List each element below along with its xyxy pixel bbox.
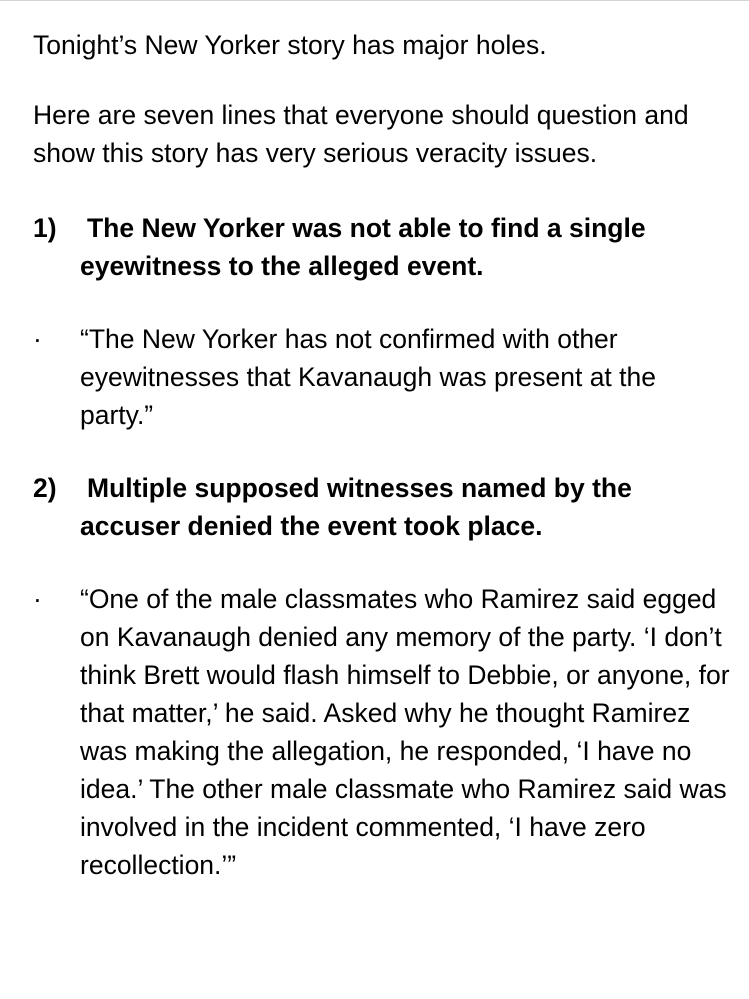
item-2-heading xyxy=(33,469,733,545)
item-1-number: 1) xyxy=(33,213,57,243)
item-2-quote: “One of the male classmates who Ramirez said egged on Kavanaugh denied any memory of the party. ‘I don’t think Brett would flash himself to Debbie, or anyone, for that matter,’ he said. Asked why he thought Ramirez was making the allegation, he responded, ‘I have no idea.’ The other male classmate who Ramirez said was involved in the incident commented, ‘I have zero recollection.’” xyxy=(80,584,730,880)
item-2-heading-text: Multiple supposed witnesses named by the accuser denied the event took place. xyxy=(80,473,632,541)
item-1-heading xyxy=(33,209,733,285)
item-1-quote: “The New Yorker has not confirmed with other eyewitnesses that Kavanaugh was present at the party.” xyxy=(80,324,656,430)
item-2-number: 2) xyxy=(33,473,57,503)
bullet-icon: · xyxy=(33,324,42,354)
item-1-heading-text: The New Yorker was not able to find a single eyewitness to the alleged event. xyxy=(80,213,646,281)
item-2-quote-block xyxy=(33,580,733,884)
document-body xyxy=(33,26,733,884)
intro-explanation: Here are seven lines that everyone should question and show this story has very serious veracity issues. xyxy=(33,100,689,168)
item-1-quote-block xyxy=(33,320,733,434)
top-divider xyxy=(0,0,749,1)
bullet-icon: · xyxy=(33,584,42,614)
intro-statement: Tonight’s New Yorker story has major holes. xyxy=(33,30,547,60)
